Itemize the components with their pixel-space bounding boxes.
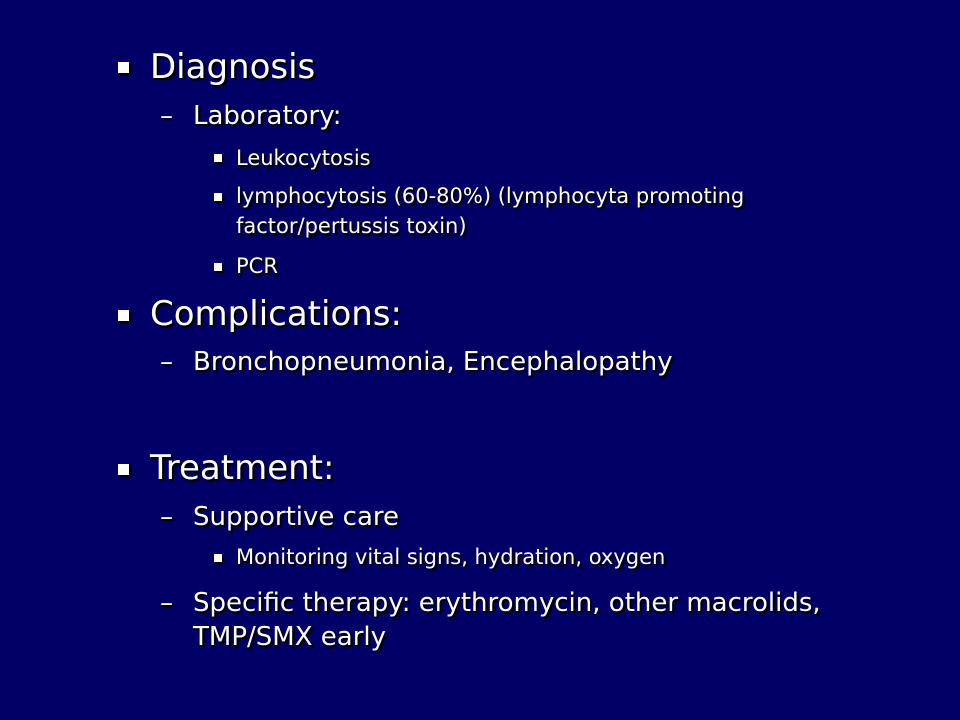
- item-pcr: PCR: [236, 254, 278, 278]
- bullet-lymphocytosis: [214, 193, 222, 201]
- bullet-treatment: [118, 464, 129, 475]
- dash-specific: –: [160, 588, 173, 618]
- item-bronchopneumonia: Bronchopneumonia, Encephalopathy: [193, 347, 673, 377]
- bullet-complications: [118, 310, 129, 321]
- specific-therapy-line1: Specific therapy: erythromycin, other macrolids,: [193, 588, 821, 618]
- bullet-pcr: [214, 263, 222, 271]
- dash-laboratory: –: [160, 101, 173, 131]
- item-lymphocytosis-line1: lymphocytosis (60-80%) (lymphocyta promoting: [236, 184, 745, 208]
- dash-supportive: –: [160, 502, 173, 532]
- label-laboratory: Laboratory:: [193, 101, 342, 131]
- item-monitoring: Monitoring vital signs, hydration, oxygen: [236, 545, 666, 569]
- heading-diagnosis: Diagnosis: [150, 47, 316, 87]
- dash-complications: –: [160, 347, 173, 377]
- heading-treatment: Treatment:: [150, 448, 335, 488]
- bullet-diagnosis: [118, 62, 129, 73]
- label-supportive-care: Supportive care: [193, 502, 399, 532]
- item-leukocytosis: Leukocytosis: [236, 146, 371, 170]
- specific-therapy-line2: TMP/SMX early: [193, 622, 386, 652]
- bullet-leukocytosis: [214, 154, 222, 162]
- item-lymphocytosis-line2: factor/pertussis toxin): [236, 214, 467, 238]
- heading-complications: Complications:: [150, 294, 402, 334]
- bullet-monitoring: [214, 554, 222, 562]
